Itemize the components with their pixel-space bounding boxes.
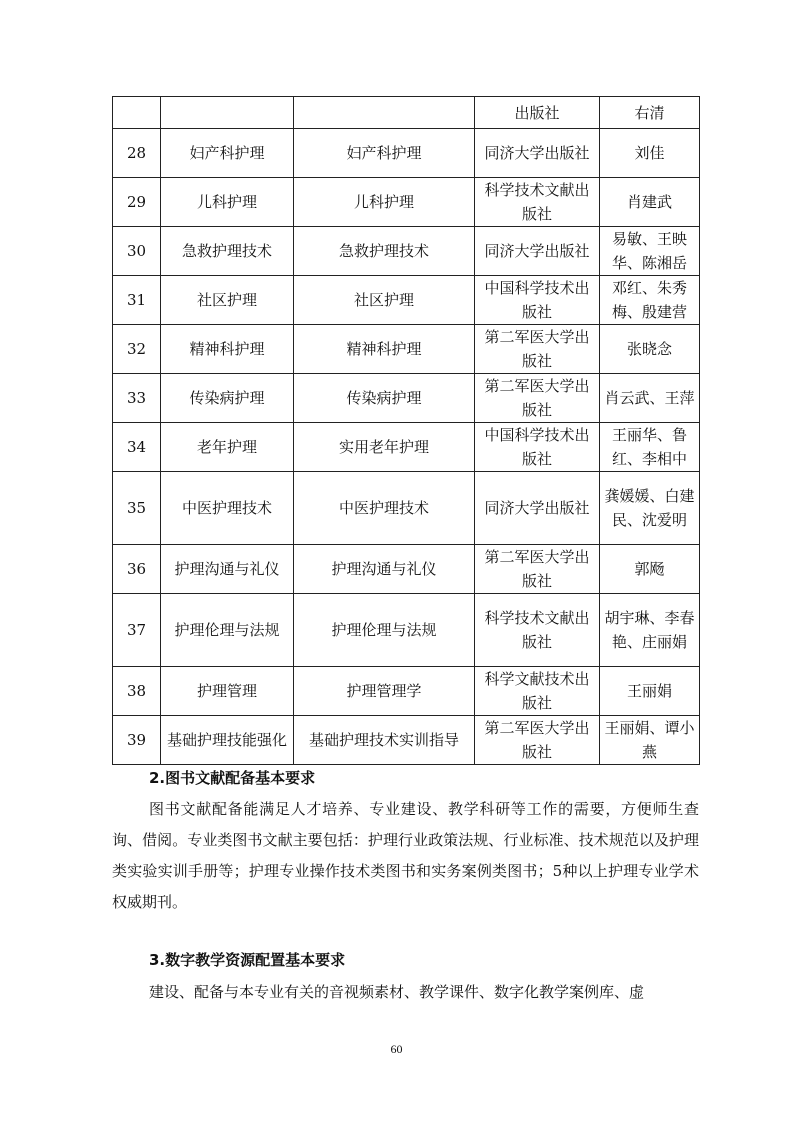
- author-cell: 右清: [600, 97, 700, 129]
- table-row: [113, 594, 700, 667]
- row-number-cell: 28: [113, 129, 161, 178]
- row-number-cell: 38: [113, 667, 161, 716]
- row-number-cell: [113, 97, 161, 129]
- textbook-title-cell: 实用老年护理: [294, 423, 475, 472]
- publisher-cell: 中国科学技术出版社: [475, 423, 600, 472]
- author-cell: 肖建武: [600, 178, 700, 227]
- table-row: [113, 227, 700, 276]
- author-cell: 王丽娟: [600, 667, 700, 716]
- author-cell: 王丽华、鲁红、李相中: [600, 423, 700, 472]
- author-cell: 龚媛媛、白建民、沈爱明: [600, 472, 700, 545]
- row-number-cell: 34: [113, 423, 161, 472]
- row-number-cell: 35: [113, 472, 161, 545]
- course-name-cell: 中医护理技术: [161, 472, 294, 545]
- author-cell: 刘佳: [600, 129, 700, 178]
- section-body-library: 图书文献配备能满足人才培养、专业建设、教学科研等工作的需要，方便师生查询、借阅。专业类图书文献主要包括：护理行业政策法规、行业标准、技术规范以及护理类实验实训手册等；护理专业操作技术类图书和实务案例类图书；5种以上护理专业学术权威期刊。: [112, 800, 699, 911]
- course-name-cell: 社区护理: [161, 276, 294, 325]
- row-number-cell: 32: [113, 325, 161, 374]
- course-name-cell: 精神科护理: [161, 325, 294, 374]
- course-name-cell: 妇产科护理: [161, 129, 294, 178]
- section-heading-digital-resources: 3.数字教学资源配置基本要求: [149, 951, 346, 969]
- publisher-cell: 第二军医大学出版社: [475, 374, 600, 423]
- textbook-title-cell: 中医护理技术: [294, 472, 475, 545]
- author-cell: 郭飏: [600, 545, 700, 594]
- publisher-cell: 出版社: [475, 97, 600, 129]
- publisher-cell: 同济大学出版社: [475, 129, 600, 178]
- textbook-title-cell: 护理沟通与礼仪: [294, 545, 475, 594]
- textbook-title-cell: 传染病护理: [294, 374, 475, 423]
- textbook-title-cell: 儿科护理: [294, 178, 475, 227]
- course-name-cell: 护理沟通与礼仪: [161, 545, 294, 594]
- row-number-cell: 39: [113, 716, 161, 765]
- course-name-cell: 儿科护理: [161, 178, 294, 227]
- publisher-cell: 科学文献技术出版社: [475, 667, 600, 716]
- author-cell: 张晓念: [600, 325, 700, 374]
- publisher-cell: 同济大学出版社: [475, 472, 600, 545]
- course-name-cell: 老年护理: [161, 423, 294, 472]
- textbook-title-cell: 基础护理技术实训指导: [294, 716, 475, 765]
- publisher-cell: 第二军医大学出版社: [475, 716, 600, 765]
- course-name-cell: 急救护理技术: [161, 227, 294, 276]
- author-cell: 邓红、朱秀梅、殷建营: [600, 276, 700, 325]
- table-row: [113, 97, 700, 129]
- textbook-table: [112, 96, 700, 765]
- row-number-cell: 33: [113, 374, 161, 423]
- author-cell: 肖云武、王萍: [600, 374, 700, 423]
- table-row: [113, 129, 700, 178]
- table-row: [113, 178, 700, 227]
- textbook-title-cell: 精神科护理: [294, 325, 475, 374]
- course-name-cell: 护理伦理与法规: [161, 594, 294, 667]
- textbook-title-cell: 护理管理学: [294, 667, 475, 716]
- textbook-title-cell: 社区护理: [294, 276, 475, 325]
- row-number-cell: 37: [113, 594, 161, 667]
- table-row: [113, 325, 700, 374]
- table-row: [113, 472, 700, 545]
- table-row: [113, 276, 700, 325]
- table-row: [113, 716, 700, 765]
- textbook-title-cell: [294, 97, 475, 129]
- row-number-cell: 36: [113, 545, 161, 594]
- textbook-title-cell: 妇产科护理: [294, 129, 475, 178]
- table-row: [113, 667, 700, 716]
- table-row: [113, 423, 700, 472]
- course-name-cell: 基础护理技能强化: [161, 716, 294, 765]
- author-cell: 胡宇琳、李春艳、庄丽娟: [600, 594, 700, 667]
- publisher-cell: 中国科学技术出版社: [475, 276, 600, 325]
- author-cell: 易敏、王映华、陈湘岳: [600, 227, 700, 276]
- publisher-cell: 科学技术文献出版社: [475, 178, 600, 227]
- textbook-title-cell: 护理伦理与法规: [294, 594, 475, 667]
- publisher-cell: 同济大学出版社: [475, 227, 600, 276]
- author-cell: 王丽娟、谭小燕: [600, 716, 700, 765]
- publisher-cell: 科学技术文献出版社: [475, 594, 600, 667]
- row-number-cell: 29: [113, 178, 161, 227]
- row-number-cell: 30: [113, 227, 161, 276]
- section-body-digital-resources: 建设、配备与本专业有关的音视频素材、教学课件、数字化教学案例库、虚: [149, 983, 645, 1001]
- course-name-cell: [161, 97, 294, 129]
- table-row: [113, 374, 700, 423]
- textbook-title-cell: 急救护理技术: [294, 227, 475, 276]
- course-name-cell: 护理管理: [161, 667, 294, 716]
- publisher-cell: 第二军医大学出版社: [475, 325, 600, 374]
- table-row: [113, 545, 700, 594]
- section-heading-library: 2.图书文献配备基本要求: [149, 769, 316, 787]
- row-number-cell: 31: [113, 276, 161, 325]
- course-name-cell: 传染病护理: [161, 374, 294, 423]
- page-number: 60: [390, 1042, 403, 1056]
- publisher-cell: 第二军医大学出版社: [475, 545, 600, 594]
